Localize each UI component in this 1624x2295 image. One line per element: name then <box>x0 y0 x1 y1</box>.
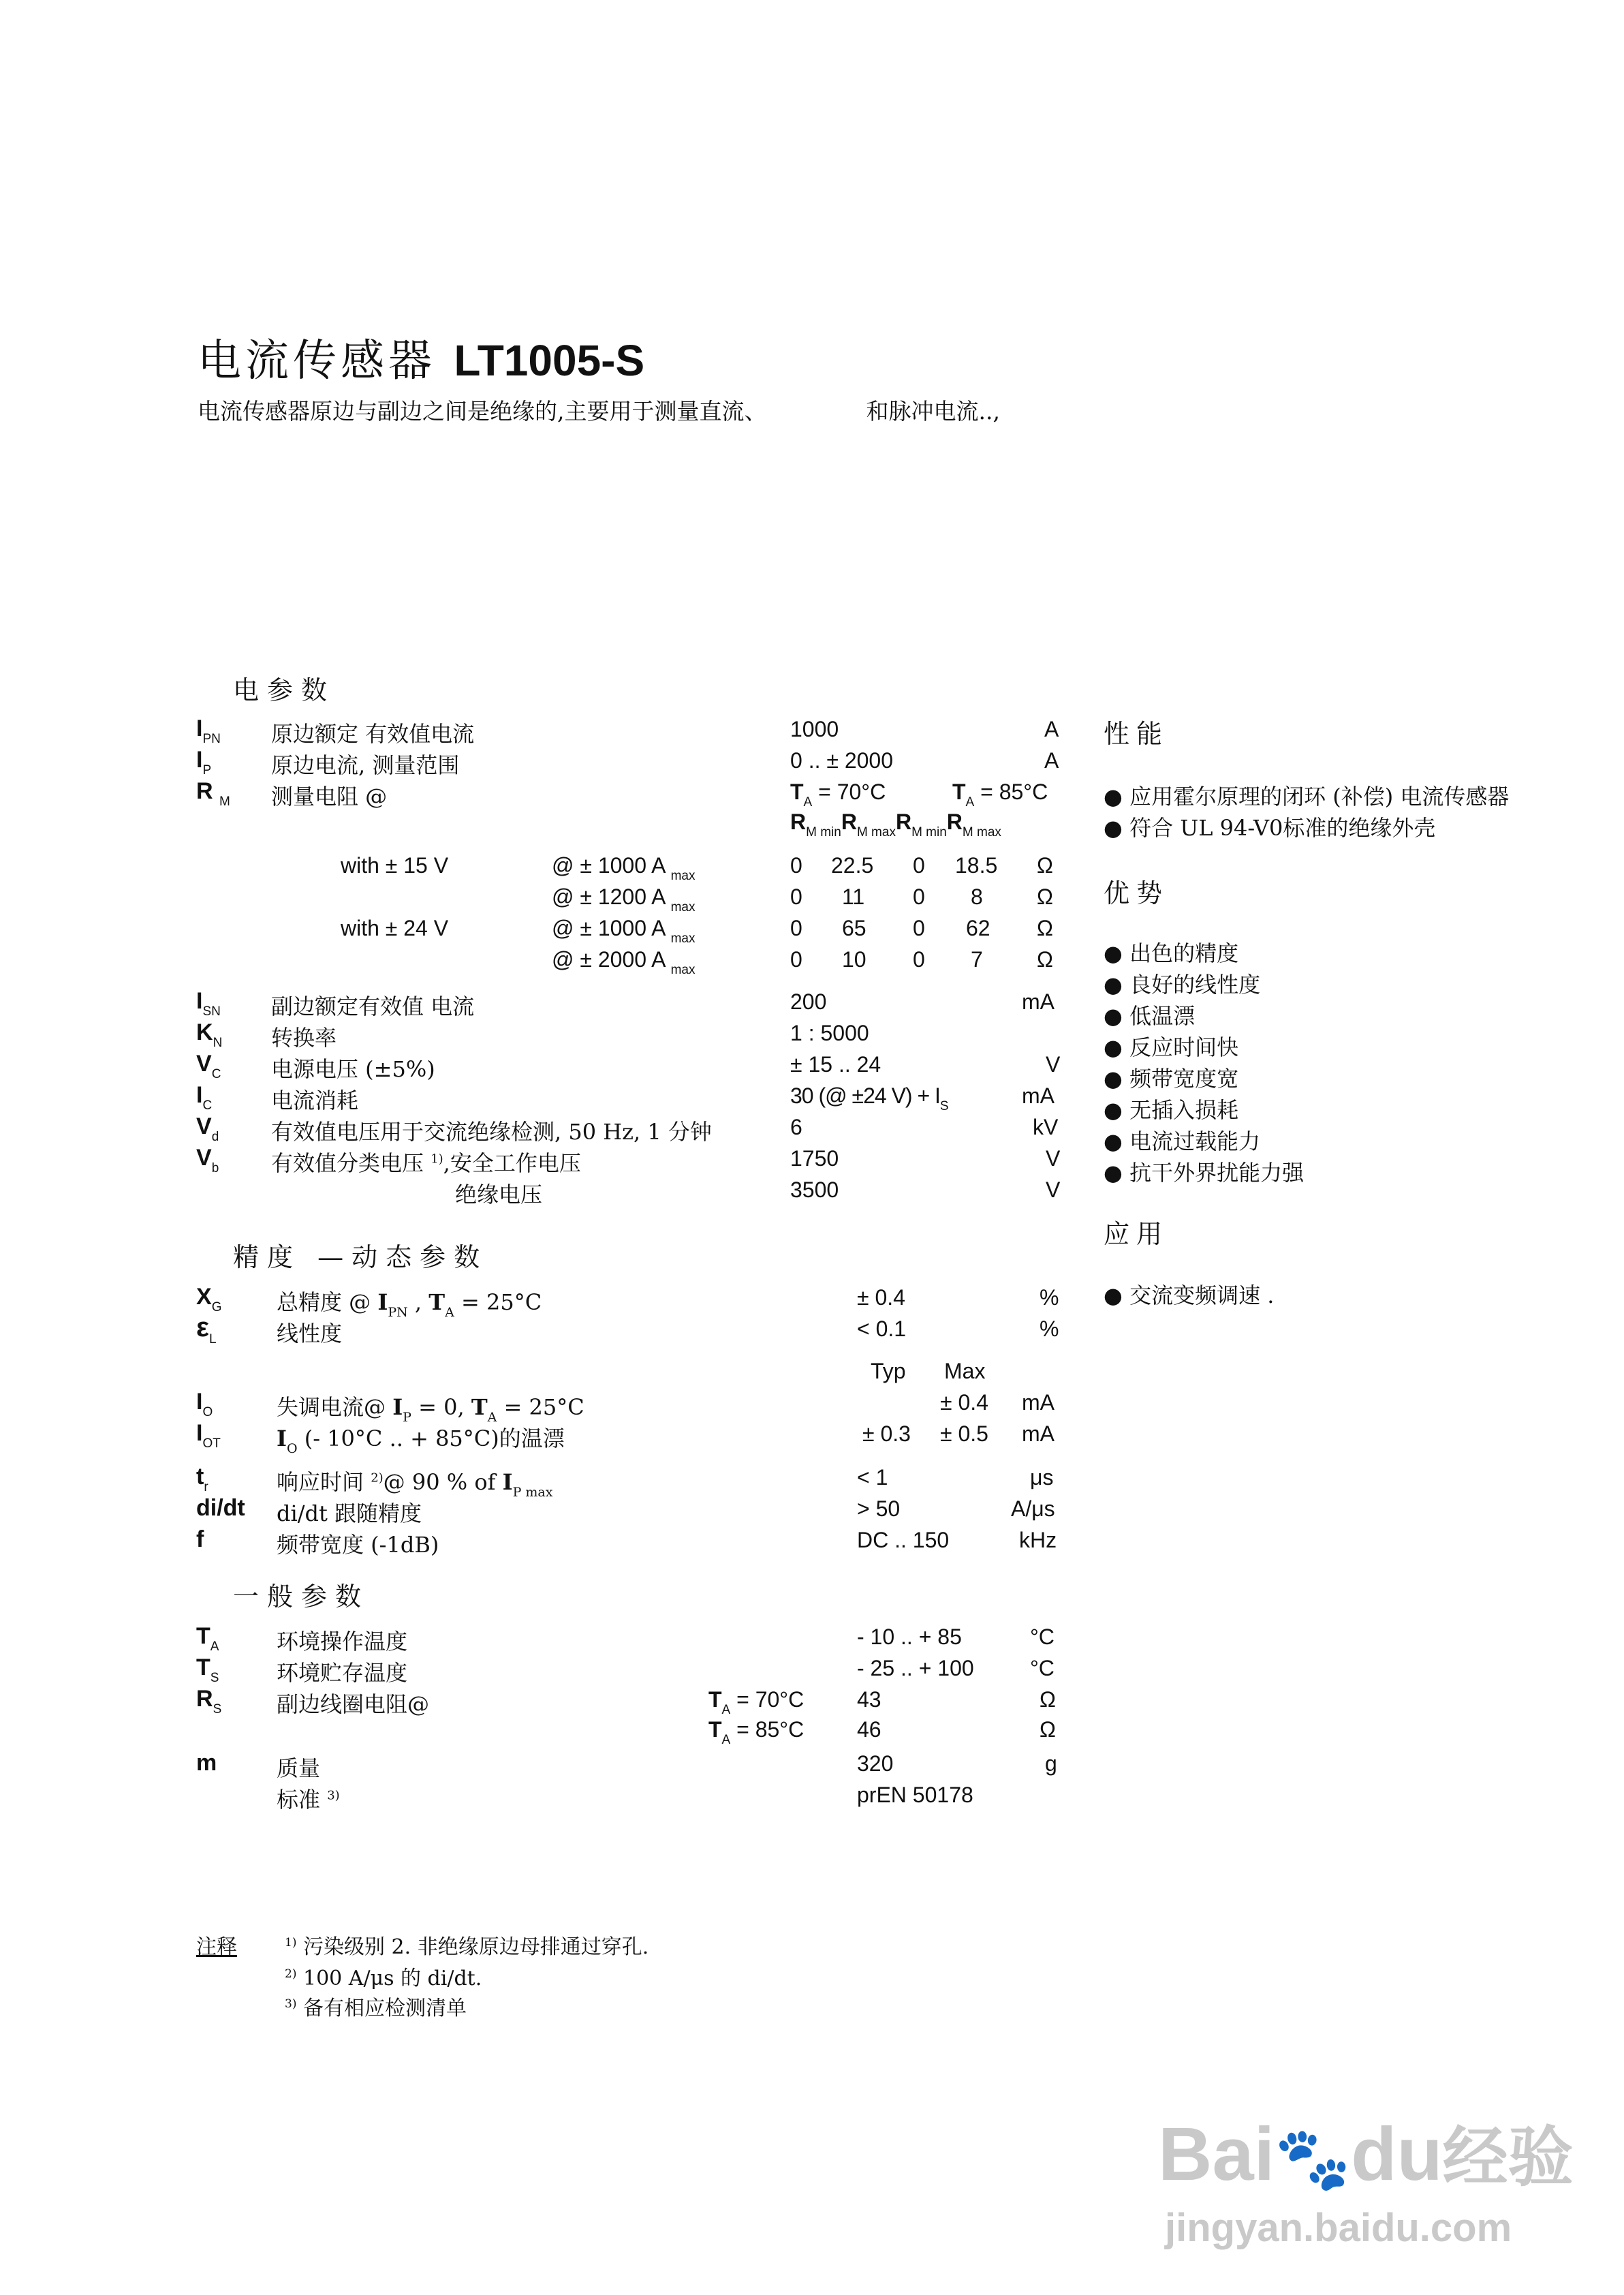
unit-io: mA <box>1022 1390 1055 1415</box>
section-general: 一般参数 <box>233 1582 370 1612</box>
sym-ip: $I_P$ <box>196 747 212 777</box>
label-xg: 总精度 @ $I_{PN}$ , $T_A = 25^\circ C$ <box>277 1289 542 1320</box>
label-ip: 原边电流, 测量范围 <box>271 752 460 778</box>
label-ta: 环境操作温度 <box>277 1629 408 1654</box>
rm-row-3-at: @ ± 1000 A $_{max}$ <box>552 916 696 946</box>
value-ipn: 1000 <box>790 717 839 741</box>
rm-row-2-v1: 0 <box>790 884 802 909</box>
sym-tr: $t_r$ <box>196 1464 208 1494</box>
features-heading: 性能 <box>1104 719 1170 749</box>
advantage-item-1: ● 出色的精度 <box>1104 940 1239 966</box>
advantage-item-5: ● 频带宽度宽 <box>1104 1066 1239 1092</box>
value-ic: 30 (@ ±24 $V) + I_S$ <box>790 1083 948 1113</box>
rm-cond-70: $T_A = 70^\circ C$ <box>790 780 886 810</box>
label-vc: 电源电压 (±5%) <box>271 1056 435 1082</box>
sym-xg: $X_G$ <box>196 1284 222 1314</box>
unit-ipn: A <box>1044 717 1059 741</box>
label-tr: 响应时间 $^{2)}$@ 90 % of $I_{P max}$ <box>277 1469 553 1500</box>
value-ts: - 25 .. + 100 <box>857 1656 974 1680</box>
label-ts: 环境贮存温度 <box>277 1660 408 1686</box>
rm-row-2-at: @ ± 1200 A $_{max}$ <box>552 884 696 914</box>
label-std: 标准 $^{3)}$ <box>277 1787 340 1813</box>
rm-cond-85: $T_A = 85^\circ C$ <box>952 780 1048 810</box>
watermark-url: jingyan.baidu.com <box>1165 2206 1512 2250</box>
subtitle-part2: 和脉冲电流.., <box>866 398 1000 425</box>
rm-row-1-v3: 0 <box>913 853 925 878</box>
unit-isn: mA <box>1022 989 1055 1014</box>
sym-isn: $I_{SN}$ <box>196 988 221 1019</box>
label-ic: 电流消耗 <box>271 1088 359 1113</box>
rm-col-headers: $R_{M min}R_{M max}R_{M min}R_{M max}$ <box>790 810 1001 840</box>
label-f: 频带宽度 (-1dB) <box>277 1532 439 1558</box>
label-insulation-voltage: 绝缘电压 <box>455 1182 543 1207</box>
advantage-item-2: ● 良好的线性度 <box>1104 972 1261 998</box>
rm-row-2-v3: 0 <box>913 884 925 909</box>
sym-ts: $T_S$ <box>196 1654 219 1685</box>
advantage-item-6: ● 无插入损耗 <box>1104 1097 1239 1123</box>
advantage-item-4: ● 反应时间快 <box>1104 1034 1239 1060</box>
rm-row-3-v4: 62 <box>966 916 990 940</box>
sym-vd: $V_d$ <box>196 1113 219 1144</box>
rm-row-3-v3: 0 <box>913 916 925 940</box>
value-rs-70: 43 <box>857 1687 881 1712</box>
unit-el: % <box>1040 1316 1059 1341</box>
unit-ta: °C <box>1030 1624 1055 1649</box>
rm-row-1-unit: Ω <box>1037 853 1053 878</box>
unit-xg: % <box>1040 1285 1059 1310</box>
advantage-item-3: ● 低温漂 <box>1104 1003 1196 1029</box>
unit-vc: V <box>1046 1052 1061 1077</box>
rm-row-1-v1: 0 <box>790 853 802 878</box>
rm-row-3-with: with ± 24 V <box>341 916 449 940</box>
value-vb: 1750 <box>790 1146 839 1171</box>
sym-didt: di/dt <box>196 1495 245 1521</box>
title-cn: 电流传感器 <box>198 336 436 386</box>
sym-rs: $R_S$ <box>196 1686 222 1716</box>
rm-row-1-with: with ± 15 V <box>341 853 449 878</box>
applications-heading: 应用 <box>1104 1219 1170 1249</box>
unit-vb: V <box>1046 1146 1061 1171</box>
max-io: ± 0.4 <box>940 1390 988 1415</box>
label-el: 线性度 <box>277 1321 343 1346</box>
label-vb: 有效值分类电压 $^{1)}$,安全工作电压 <box>271 1150 581 1176</box>
label-rs: 副边线圈电阻@ <box>277 1691 430 1717</box>
feature-item-1: ● 应用霍尔原理的闭环 (补偿) 电流传感器 <box>1104 784 1510 810</box>
advantages-heading: 优势 <box>1104 878 1170 908</box>
sym-rm: R $_M$ <box>196 778 230 809</box>
advantage-item-8: ● 抗干外界扰能力强 <box>1104 1160 1305 1186</box>
value-isn: 200 <box>790 989 827 1014</box>
value-m: 320 <box>857 1751 894 1776</box>
label-vd: 有效值电压用于交流绝缘检测, 50 Hz, 1 分钟 <box>271 1119 712 1145</box>
sym-vc: $V_C$ <box>196 1051 221 1081</box>
label-iot: $I_O$ (- 10°C .. + 85°C)的温漂 <box>277 1426 565 1456</box>
rm-row-2-v4: 8 <box>971 884 983 909</box>
rm-row-3-v1: 0 <box>790 916 802 940</box>
feature-item-2: ● 符合 UL 94-V0标准的绝缘外壳 <box>1104 815 1436 841</box>
rm-row-4-v3: 0 <box>913 947 925 972</box>
title-model: LT1005-S <box>454 336 645 385</box>
sym-kn: $K_N$ <box>196 1019 223 1050</box>
value-didt: > 50 <box>857 1496 901 1521</box>
unit-ip: A <box>1044 748 1059 773</box>
unit-m: g <box>1045 1751 1057 1776</box>
subtitle-part1: 电流传感器原边与副边之间是绝缘的,主要用于测量直流、 <box>198 398 767 425</box>
unit-tr: μs <box>1030 1465 1054 1490</box>
rm-row-2-v2: 11 <box>842 884 865 909</box>
note-2: $^{2)}$ 100 A/μs 的 di/dt. <box>285 1967 482 1990</box>
page-title <box>198 326 644 388</box>
value-kn: 1 : 5000 <box>790 1021 869 1045</box>
value-el: < 0.1 <box>857 1316 907 1341</box>
rm-row-1-v2: 22.5 <box>831 853 874 878</box>
value-std: prEN 50178 <box>857 1783 973 1807</box>
max-iot: ± 0.5 <box>940 1421 988 1446</box>
rm-row-4-unit: Ω <box>1037 947 1053 972</box>
unit-vd: kV <box>1033 1115 1059 1139</box>
label-ipn: 原边额定 有效值电流 <box>271 721 475 747</box>
value-ta: - 10 .. + 85 <box>857 1624 962 1649</box>
advantage-item-7: ● 电流过载能力 <box>1104 1128 1261 1154</box>
value-vc: ± 15 .. 24 <box>790 1052 881 1077</box>
unit-rs-70: Ω <box>1040 1687 1056 1712</box>
application-item-1: ● 交流变频调速 . <box>1104 1282 1275 1308</box>
sym-m: m <box>196 1750 217 1776</box>
notes-label: 注释 <box>196 1935 237 1959</box>
sym-el: $\varepsilon_L$ <box>196 1312 217 1346</box>
value-ip: 0 .. ± 2000 <box>790 748 893 773</box>
cond-rs-70: $T_A = 70^\circ C$ <box>708 1687 805 1717</box>
sym-f: f <box>196 1526 204 1552</box>
label-m: 质量 <box>277 1755 321 1781</box>
value-insulation-voltage: 3500 <box>790 1177 839 1202</box>
typ-iot: ± 0.3 <box>862 1421 911 1446</box>
col-max: Max <box>944 1359 986 1383</box>
rm-row-3-v2: 65 <box>842 916 866 940</box>
unit-didt: A/μs <box>1011 1496 1055 1521</box>
watermark-logo: Bai🐾du经验 <box>1158 2112 1574 2196</box>
label-isn: 副边额定有效值 电流 <box>271 994 475 1019</box>
sym-ipn: $I_{PN}$ <box>196 715 221 746</box>
value-tr: < 1 <box>857 1465 888 1490</box>
subtitle <box>198 394 1000 426</box>
section-accuracy: 精度 —动态参数 <box>233 1242 488 1272</box>
unit-f: kHz <box>1019 1528 1057 1552</box>
sym-io: $I_O$ <box>196 1389 213 1419</box>
value-f: DC .. 150 <box>857 1528 950 1552</box>
unit-ts: °C <box>1030 1656 1055 1680</box>
paw-icon: 🐾 <box>1275 2125 1352 2193</box>
sym-iot: $I_{OT}$ <box>196 1420 221 1451</box>
col-typ: Typ <box>871 1359 906 1383</box>
rm-row-4-at: @ ± 2000 A $_{max}$ <box>552 947 696 977</box>
rm-row-2-unit: Ω <box>1037 884 1053 909</box>
rm-row-1-v4: 18.5 <box>955 853 998 878</box>
label-io: 失调电流@ $I_P = 0$, $T_A = 25^\circ C$ <box>277 1394 584 1425</box>
sym-ta: $T_A$ <box>196 1623 219 1654</box>
unit-rs-85: Ω <box>1040 1717 1056 1742</box>
cond-rs-85: $T_A = 85^\circ C$ <box>708 1717 805 1747</box>
rm-row-3-unit: Ω <box>1037 916 1053 940</box>
unit-ic: mA <box>1022 1083 1055 1108</box>
label-kn: 转换率 <box>271 1025 337 1051</box>
sym-vb: $V_b$ <box>196 1145 219 1175</box>
rm-row-4-v4: 7 <box>971 947 983 972</box>
value-vd: 6 <box>790 1115 802 1139</box>
note-3: $^{3)}$ 备有相应检测清单 <box>285 1997 467 2020</box>
label-rm: 测量电阻 @ <box>271 784 388 810</box>
note-1: $^{1)}$ 污染级别 2. 非绝缘原边母排通过穿孔. <box>285 1935 649 1959</box>
value-rs-85: 46 <box>857 1717 881 1742</box>
unit-insulation-voltage: V <box>1046 1177 1061 1202</box>
value-xg: ± 0.4 <box>857 1285 905 1310</box>
sym-ic: $I_C$ <box>196 1082 213 1113</box>
label-didt: di/dt 跟随精度 <box>277 1500 422 1526</box>
unit-iot: mA <box>1022 1421 1055 1446</box>
rm-row-1-at: @ ± 1000 A $_{max}$ <box>552 853 696 883</box>
rm-row-4-v1: 0 <box>790 947 802 972</box>
rm-row-4-v2: 10 <box>842 947 866 972</box>
section-electrical: 电参数 <box>233 675 336 705</box>
